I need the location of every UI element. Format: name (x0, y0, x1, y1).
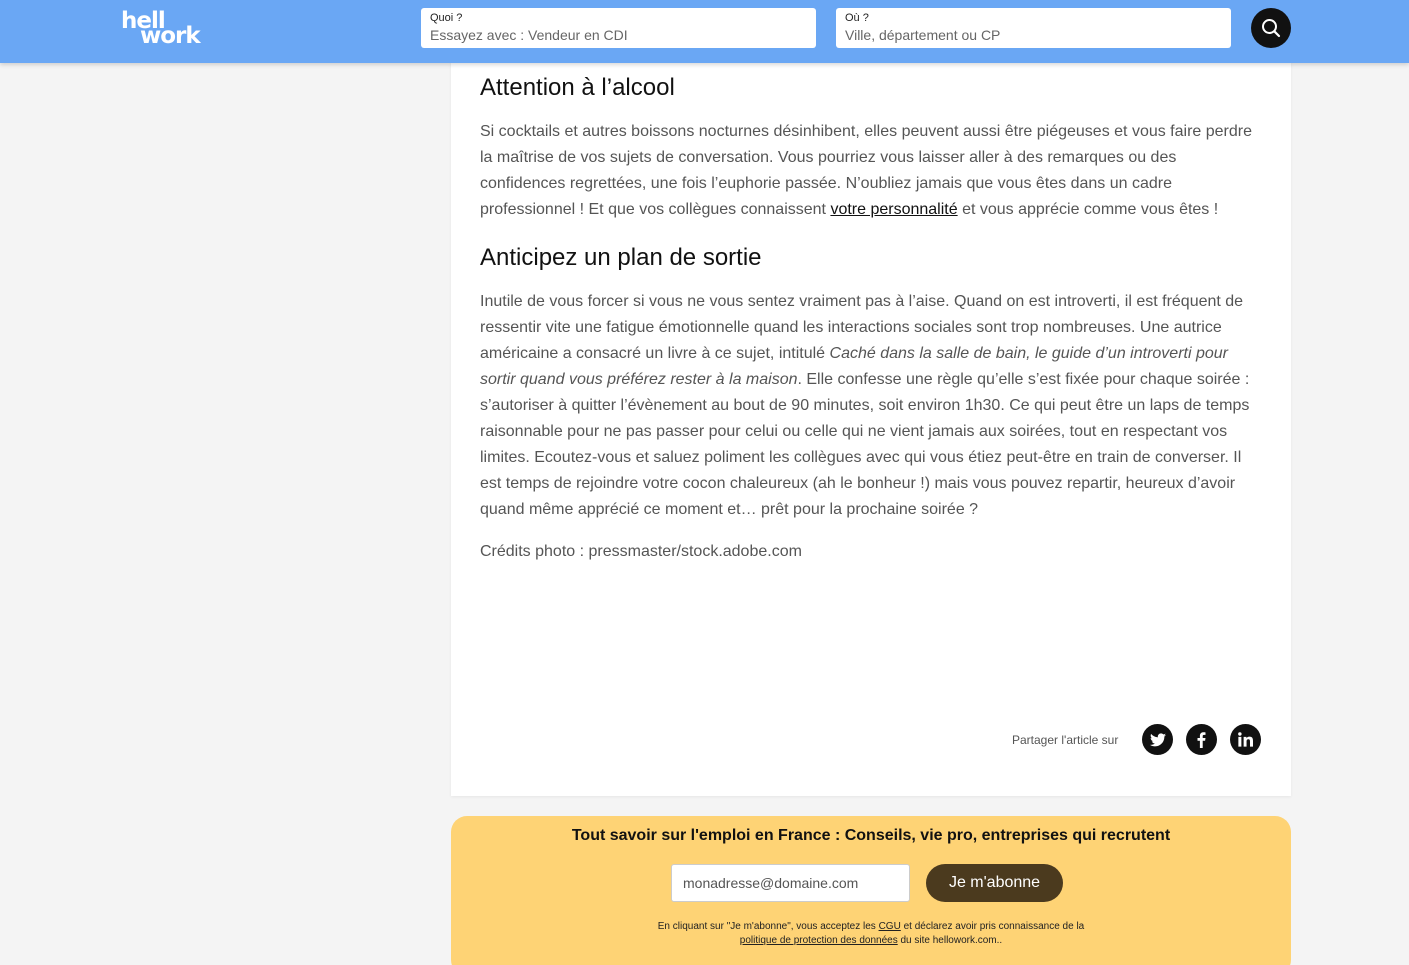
logo-text-top: hell (121, 8, 165, 34)
logo-text-bottom: work (140, 23, 200, 49)
where-label: Où ? (845, 12, 869, 24)
section-heading-alcohol: Attention à l’alcool (480, 74, 675, 101)
what-search-field[interactable] (421, 8, 816, 48)
personality-link[interactable]: votre personnalité (830, 201, 958, 218)
newsletter-email-input[interactable] (671, 864, 910, 902)
what-label: Quoi ? (430, 12, 463, 24)
newsletter-box (451, 816, 1291, 965)
share-bar (451, 724, 1291, 756)
share-linkedin-button[interactable] (1230, 724, 1261, 755)
facebook-icon (1197, 732, 1206, 748)
subscribe-button[interactable]: Je m'abonne (926, 864, 1063, 902)
linkedin-icon (1238, 732, 1253, 747)
hellowork-logo[interactable] (121, 10, 201, 48)
search-icon (1261, 18, 1281, 38)
section-paragraph-alcohol: Si cocktails et autres boissons nocturnes désinhibent, elles peuvent aussi être piégeuses et vous faire perdre la maîtrise de vos sujets de conversation. Vous pourriez vous laisser aller à des remarques ou des confidences regrettées, une fois l’euphorie passée. N’oubliez jamais que vous êtes dans un cadre professionnel ! Et que vos collègues connaissent votre personnalité et vous apprécie comme vous êtes ! (480, 123, 1252, 218)
newsletter-title: Tout savoir sur l'emploi en France : Conseils, vie pro, entreprises qui recrutent (571, 827, 1171, 844)
photo-credits: Crédits photo : pressmaster/stock.adobe.com (480, 543, 802, 560)
share-label: Partager l'article sur (1012, 733, 1119, 747)
cgu-link[interactable]: CGU (878, 921, 901, 932)
article-content (480, 73, 1265, 565)
twitter-icon (1150, 733, 1166, 747)
section-heading-exit-plan: Anticipez un plan de sortie (480, 244, 762, 271)
share-facebook-button[interactable] (1186, 724, 1217, 755)
privacy-policy-link[interactable]: politique de protection des données (739, 935, 898, 946)
where-input[interactable] (845, 27, 1222, 43)
share-twitter-button[interactable] (1142, 724, 1173, 755)
top-header (0, 0, 1409, 63)
where-search-field[interactable] (836, 8, 1231, 48)
article-card (451, 40, 1291, 796)
section-paragraph-exit-plan: Inutile de vous forcer si vous ne vous sentez vraiment pas à l’aise. Quand on est introverti, il est fréquent de ressentir vite une fatigue émotionnelle quand les interactions sociales sont trop nombreuses. Une autrice américaine a consacré un livre à ce sujet, intitulé Caché dans la salle de bain, le guide d’un introverti pour sortir quand vous préférez rester à la maison. Elle confesse une règle qu’elle s’est fixée pour chaque soirée : s’autoriser à quitter l’évènement au bout de 90 minutes, soit environ 1h30. Ce qui peut être un laps de temps raisonnable pour ne pas passer pour celui ou celle qui ne vient jamais aux soirées, tout en respectant vos limites. Ecoutez-vous et saluez poliment les collègues avec qui vous étiez peut-être en train de converser. Il est temps de rejoindre votre cocon chaleureux (ah le bonheur !) mais vous pouvez repartir, heureux d’avoir quand même apprécié ce moment et… prêt pour la prochaine soirée ? (480, 293, 1250, 518)
search-button[interactable] (1251, 8, 1291, 48)
what-input[interactable] (430, 27, 807, 43)
newsletter-legal: En cliquant sur "Je m'abonne", vous acceptez les CGU et déclarez avoir pris connaissance de la politique de protection des données du site hellowork.com.. (657, 921, 1085, 946)
book-title: Caché dans la salle de bain, le guide d’un introverti pour sortir quand vous préférez rester à la maison (480, 345, 1228, 388)
